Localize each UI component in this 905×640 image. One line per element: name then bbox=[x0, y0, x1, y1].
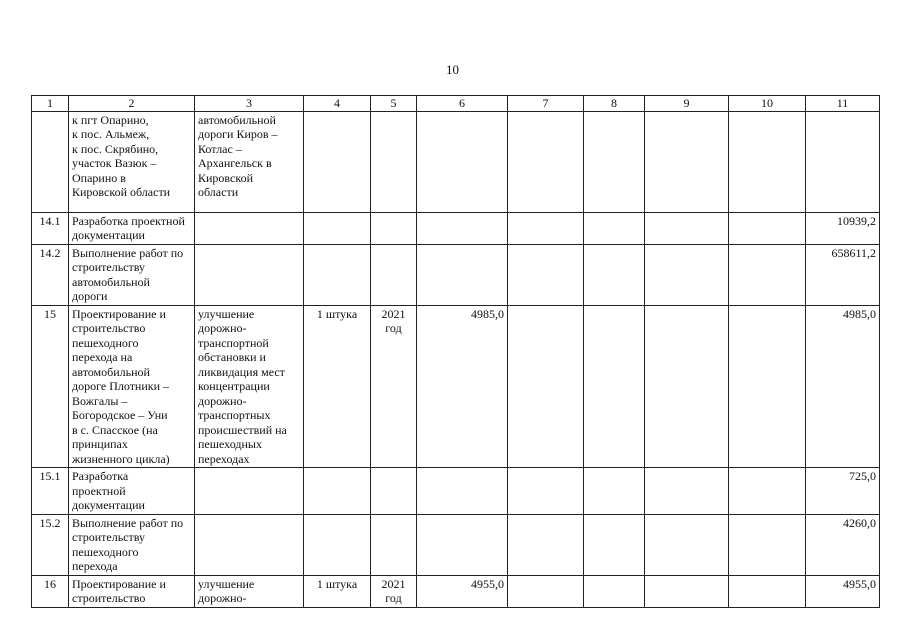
table-row bbox=[32, 305, 880, 468]
total-cell: 4260,0 bbox=[806, 514, 880, 575]
object-name-cell: Разработка проектной документации bbox=[69, 212, 195, 244]
capacity-cell bbox=[304, 111, 371, 212]
column-header: 6 bbox=[417, 96, 508, 112]
column-header: 1 bbox=[32, 96, 69, 112]
value-cell bbox=[417, 468, 508, 515]
column-header: 3 bbox=[195, 96, 304, 112]
table-row bbox=[32, 514, 880, 575]
table-cell bbox=[508, 244, 584, 305]
row-number-cell: 16 bbox=[32, 575, 69, 607]
total-cell: 4955,0 bbox=[806, 575, 880, 607]
total-cell: 658611,2 bbox=[806, 244, 880, 305]
table-cell bbox=[729, 575, 806, 607]
table-cell bbox=[645, 305, 729, 468]
year-cell: 2021 год bbox=[371, 575, 417, 607]
column-header: 11 bbox=[806, 96, 880, 112]
purpose-cell bbox=[195, 468, 304, 515]
table-cell bbox=[508, 305, 584, 468]
object-name-cell: Разработка проектной документации bbox=[69, 468, 195, 515]
object-name-cell: Выполнение работ по строительству пешеходного перехода bbox=[69, 514, 195, 575]
table-cell bbox=[584, 575, 645, 607]
object-name-cell: Проектирование и строительство bbox=[69, 575, 195, 607]
column-header: 7 bbox=[508, 96, 584, 112]
table-cell bbox=[729, 111, 806, 212]
table-cell bbox=[584, 212, 645, 244]
row-number-cell: 15.1 bbox=[32, 468, 69, 515]
year-cell: 2021 год bbox=[371, 305, 417, 468]
column-header: 2 bbox=[69, 96, 195, 112]
table-cell bbox=[645, 575, 729, 607]
capacity-cell bbox=[304, 514, 371, 575]
total-cell: 10939,2 bbox=[806, 212, 880, 244]
table-cell bbox=[584, 514, 645, 575]
column-header: 9 bbox=[645, 96, 729, 112]
purpose-cell bbox=[195, 514, 304, 575]
year-cell bbox=[371, 111, 417, 212]
table-cell bbox=[508, 514, 584, 575]
table-cell bbox=[584, 305, 645, 468]
value-cell bbox=[417, 212, 508, 244]
total-cell bbox=[806, 111, 880, 212]
capacity-cell: 1 штука bbox=[304, 575, 371, 607]
capacity-cell bbox=[304, 244, 371, 305]
row-number-cell bbox=[32, 111, 69, 212]
purpose-cell: улучшение дорожно- bbox=[195, 575, 304, 607]
column-header: 8 bbox=[584, 96, 645, 112]
value-cell bbox=[417, 111, 508, 212]
table-cell bbox=[508, 111, 584, 212]
year-cell bbox=[371, 212, 417, 244]
object-name-cell: к пгт Опарино, к пос. Альмеж, к пос. Скрябино, участок Вазюк – Опарино в Кировской области bbox=[69, 111, 195, 212]
object-name-cell: Выполнение работ по строительству автомобильной дороги bbox=[69, 244, 195, 305]
table-header-row bbox=[32, 96, 880, 112]
purpose-cell bbox=[195, 212, 304, 244]
table-cell bbox=[729, 212, 806, 244]
capacity-cell bbox=[304, 468, 371, 515]
table-row bbox=[32, 212, 880, 244]
table-cell bbox=[508, 212, 584, 244]
table-cell bbox=[729, 468, 806, 515]
value-cell: 4955,0 bbox=[417, 575, 508, 607]
table-cell bbox=[729, 305, 806, 468]
table-cell bbox=[584, 111, 645, 212]
capacity-cell bbox=[304, 212, 371, 244]
row-number-cell: 14.1 bbox=[32, 212, 69, 244]
row-number-cell: 14.2 bbox=[32, 244, 69, 305]
column-header: 4 bbox=[304, 96, 371, 112]
purpose-cell bbox=[195, 244, 304, 305]
table-cell bbox=[584, 468, 645, 515]
table-cell bbox=[645, 111, 729, 212]
table-cell bbox=[645, 514, 729, 575]
data-table bbox=[31, 95, 880, 608]
table-row bbox=[32, 468, 880, 515]
column-header: 10 bbox=[729, 96, 806, 112]
table-cell bbox=[645, 468, 729, 515]
purpose-cell: улучшение дорожно- транспортной обстановки и ликвидация мест концентрации дорожно- транспортных происшествий на пешеходных переходах bbox=[195, 305, 304, 468]
total-cell: 725,0 bbox=[806, 468, 880, 515]
table-cell bbox=[729, 244, 806, 305]
row-number-cell: 15 bbox=[32, 305, 69, 468]
table-row bbox=[32, 111, 880, 212]
table-cell bbox=[508, 575, 584, 607]
total-cell: 4985,0 bbox=[806, 305, 880, 468]
table-cell bbox=[508, 468, 584, 515]
year-cell bbox=[371, 514, 417, 575]
purpose-cell: автомобильной дороги Киров – Котлас – Архангельск в Кировской области bbox=[195, 111, 304, 212]
capacity-cell: 1 штука bbox=[304, 305, 371, 468]
year-cell bbox=[371, 468, 417, 515]
year-cell bbox=[371, 244, 417, 305]
table-row bbox=[32, 575, 880, 607]
column-header: 5 bbox=[371, 96, 417, 112]
table-cell bbox=[645, 212, 729, 244]
value-cell: 4985,0 bbox=[417, 305, 508, 468]
value-cell bbox=[417, 514, 508, 575]
table-cell bbox=[584, 244, 645, 305]
object-name-cell: Проектирование и строительство пешеходного перехода на автомобильной дороге Плотники – Вожгалы – Богородское – Уни в с. Спасское (на принципах жизненного цикла) bbox=[69, 305, 195, 468]
row-number-cell: 15.2 bbox=[32, 514, 69, 575]
table-row bbox=[32, 244, 880, 305]
table-cell bbox=[729, 514, 806, 575]
value-cell bbox=[417, 244, 508, 305]
page-number: 10 bbox=[446, 62, 459, 77]
table-cell bbox=[645, 244, 729, 305]
